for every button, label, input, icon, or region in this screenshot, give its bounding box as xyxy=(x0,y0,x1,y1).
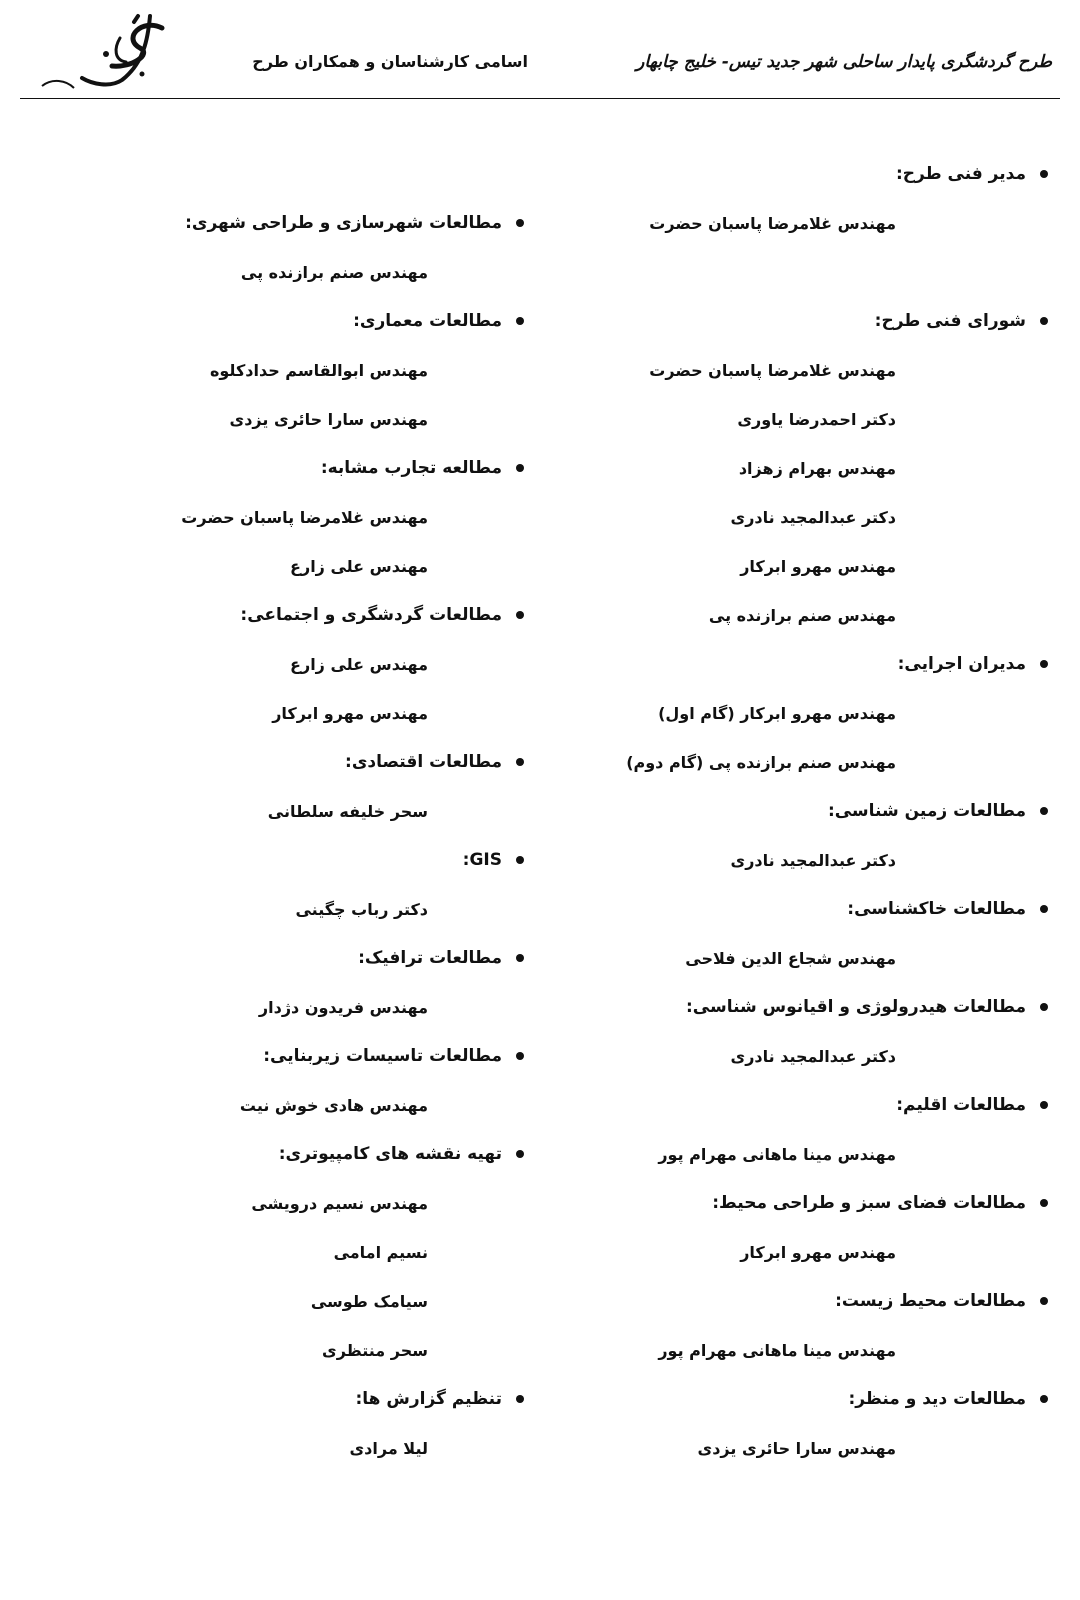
team-member-name: نسیم امامی xyxy=(333,1243,428,1262)
section-heading-text: مطالعات دید و منظر: xyxy=(848,1389,1026,1409)
team-member xyxy=(548,934,1048,983)
section-heading-text: مطالعات معماری: xyxy=(353,311,502,331)
section-heading xyxy=(24,934,524,983)
team-member-name: مهندس فریدون دژدار xyxy=(258,998,428,1017)
section-heading-text: مطالعات خاکشناسی: xyxy=(847,899,1026,919)
company-logo xyxy=(22,8,172,96)
section-heading xyxy=(24,1130,524,1179)
team-member xyxy=(24,689,524,738)
team-member xyxy=(24,395,524,444)
bullet-icon xyxy=(516,464,524,472)
team-member-name: مهندس غلامرضا پاسبان حضرت xyxy=(649,214,896,233)
section-heading-text: مطالعه تجارب مشابه: xyxy=(320,458,502,478)
bullet-icon xyxy=(1040,660,1048,668)
left-column xyxy=(24,150,524,1473)
team-member-name: مهندس نسیم درویشی xyxy=(251,1194,428,1213)
team-member-name: مهندس هادی خوش نیت xyxy=(239,1096,428,1115)
section-heading-text: GIS: xyxy=(462,850,502,870)
team-member xyxy=(548,1424,1048,1473)
team-member xyxy=(24,1326,524,1375)
team-member-name: لیلا مرادی xyxy=(349,1439,428,1458)
bullet-icon xyxy=(516,219,524,227)
bullet-icon xyxy=(516,1395,524,1403)
section-heading-text: مطالعات محیط زیست: xyxy=(835,1291,1026,1311)
section-heading xyxy=(548,640,1048,689)
section-heading-text: مطالعات زمین شناسی: xyxy=(827,801,1026,821)
team-member-name: دکتر احمدرضا یاوری xyxy=(737,410,896,429)
section-heading-text: تنظیم گزارش ها: xyxy=(355,1389,502,1409)
section-heading-text: مدیران اجرایی: xyxy=(897,654,1026,674)
team-member-name: مهندس سارا حائری یزدی xyxy=(229,410,428,429)
team-member-name: مهندس مهرو ابرکار xyxy=(272,704,428,723)
team-member xyxy=(548,689,1048,738)
team-member-name: مهندس مهرو ابرکار xyxy=(740,557,896,576)
team-member xyxy=(24,542,524,591)
team-member-name: دکتر عبدالمجید نادری xyxy=(730,1047,896,1066)
team-member-name: مهندس ابوالقاسم حدادکلوه xyxy=(209,361,428,380)
team-member xyxy=(24,1424,524,1473)
team-member-name: سحر منتظری xyxy=(322,1341,428,1360)
header-divider xyxy=(20,98,1060,99)
section-heading xyxy=(548,1081,1048,1130)
team-member xyxy=(24,1081,524,1130)
section-heading xyxy=(24,199,524,248)
team-member xyxy=(24,787,524,836)
section-heading-text: مطالعات ترافیک: xyxy=(358,948,502,968)
team-member-name: دکتر عبدالمجید نادری xyxy=(730,851,896,870)
team-member xyxy=(24,493,524,542)
section-heading-text: مطالعات فضای سبز و طراحی محیط: xyxy=(712,1193,1026,1213)
spacer-row xyxy=(548,248,1048,297)
section-heading-text: تهیه نقشه های کامپیوتری: xyxy=(278,1144,502,1164)
team-member-name: مهندس صنم برازنده پی xyxy=(708,606,896,625)
team-member xyxy=(24,1179,524,1228)
team-member-name: مهندس غلامرضا پاسبان حضرت xyxy=(649,361,896,380)
section-heading-text: مطالعات گردشگری و اجتماعی: xyxy=(240,605,502,625)
bullet-icon xyxy=(516,856,524,864)
team-member xyxy=(24,248,524,297)
bullet-icon xyxy=(1040,1395,1048,1403)
section-title: اسامی کارشناسان و همکاران طرح xyxy=(252,52,528,71)
team-member-name: دکتر عبدالمجید نادری xyxy=(730,508,896,527)
team-member-name: سحر خلیفه سلطانی xyxy=(267,802,428,821)
bullet-icon xyxy=(516,758,524,766)
section-heading xyxy=(548,787,1048,836)
right-column xyxy=(548,150,1048,1473)
team-member-name: مهندس مهرو ابرکار (گام اول) xyxy=(658,704,896,723)
team-member xyxy=(548,444,1048,493)
team-member xyxy=(548,1130,1048,1179)
section-heading-text: مطالعات تاسیسات زیربنایی: xyxy=(263,1046,502,1066)
section-heading xyxy=(548,1277,1048,1326)
section-heading xyxy=(548,1179,1048,1228)
team-member-name: سیامک طوسی xyxy=(310,1292,428,1311)
team-member xyxy=(548,1228,1048,1277)
section-heading xyxy=(24,591,524,640)
section-heading-text: مدیر فنی طرح: xyxy=(895,164,1026,184)
team-member xyxy=(548,542,1048,591)
team-member-name: مهندس مینا ماهانی مهرام پور xyxy=(658,1341,896,1360)
bullet-icon xyxy=(1040,1101,1048,1109)
bullet-icon xyxy=(516,317,524,325)
team-member-name: مهندس علی زارع xyxy=(290,557,428,576)
section-heading-text: مطالعات اقلیم: xyxy=(896,1095,1026,1115)
section-heading xyxy=(548,983,1048,1032)
section-heading xyxy=(24,738,524,787)
bullet-icon xyxy=(1040,170,1048,178)
bullet-icon xyxy=(516,1052,524,1060)
section-heading xyxy=(548,1375,1048,1424)
bullet-icon xyxy=(1040,1297,1048,1305)
bullet-icon xyxy=(516,1150,524,1158)
page-header xyxy=(0,0,1080,110)
calligraphy-logo-icon xyxy=(22,8,172,96)
section-heading xyxy=(548,150,1048,199)
team-member xyxy=(548,836,1048,885)
team-member-name: مهندس علی زارع xyxy=(290,655,428,674)
team-member xyxy=(24,983,524,1032)
project-title: طرح گردشگری پایدار ساحلی شهر جدید تیس- خلیج چابهار xyxy=(636,52,1052,72)
bullet-icon xyxy=(1040,807,1048,815)
team-member xyxy=(24,885,524,934)
section-heading-text: مطالعات هیدرولوژی و اقیانوس شناسی: xyxy=(686,997,1026,1017)
team-member xyxy=(548,1032,1048,1081)
bullet-icon xyxy=(516,954,524,962)
team-member-name: مهندس بهرام زهزاد xyxy=(738,459,896,478)
team-member xyxy=(24,346,524,395)
section-heading xyxy=(548,885,1048,934)
section-heading xyxy=(24,1032,524,1081)
team-member-name: دکتر رباب چگینی xyxy=(295,900,428,919)
team-member xyxy=(548,346,1048,395)
team-member xyxy=(548,199,1048,248)
team-member xyxy=(548,1326,1048,1375)
bullet-icon xyxy=(1040,905,1048,913)
section-heading xyxy=(24,444,524,493)
section-heading xyxy=(548,297,1048,346)
team-member-name: مهندس صنم برازنده پی xyxy=(240,263,428,282)
bullet-icon xyxy=(1040,317,1048,325)
bullet-icon xyxy=(516,611,524,619)
team-member-name: مهندس غلامرضا پاسبان حضرت xyxy=(181,508,428,527)
section-heading xyxy=(24,1375,524,1424)
section-heading xyxy=(24,297,524,346)
team-member xyxy=(24,640,524,689)
team-member-name: مهندس مینا ماهانی مهرام پور xyxy=(658,1145,896,1164)
section-heading xyxy=(24,836,524,885)
bullet-icon xyxy=(1040,1199,1048,1207)
section-heading-text: مطالعات شهرسازی و طراحی شهری: xyxy=(185,213,502,233)
spacer-row xyxy=(24,150,524,199)
team-member xyxy=(24,1277,524,1326)
bullet-icon xyxy=(1040,1003,1048,1011)
team-member-name: مهندس صنم برازنده پی (گام دوم) xyxy=(626,753,896,772)
team-member-name: مهندس مهرو ابرکار xyxy=(740,1243,896,1262)
team-member xyxy=(24,1228,524,1277)
team-member xyxy=(548,395,1048,444)
section-heading-text: شورای فنی طرح: xyxy=(874,311,1026,331)
team-member xyxy=(548,591,1048,640)
team-member-name: مهندس سارا حائری یزدی xyxy=(697,1439,896,1458)
team-member-name: مهندس شجاع الدین فلاحی xyxy=(685,949,896,968)
team-member xyxy=(548,738,1048,787)
team-member xyxy=(548,493,1048,542)
section-heading-text: مطالعات اقتصادی: xyxy=(345,752,502,772)
